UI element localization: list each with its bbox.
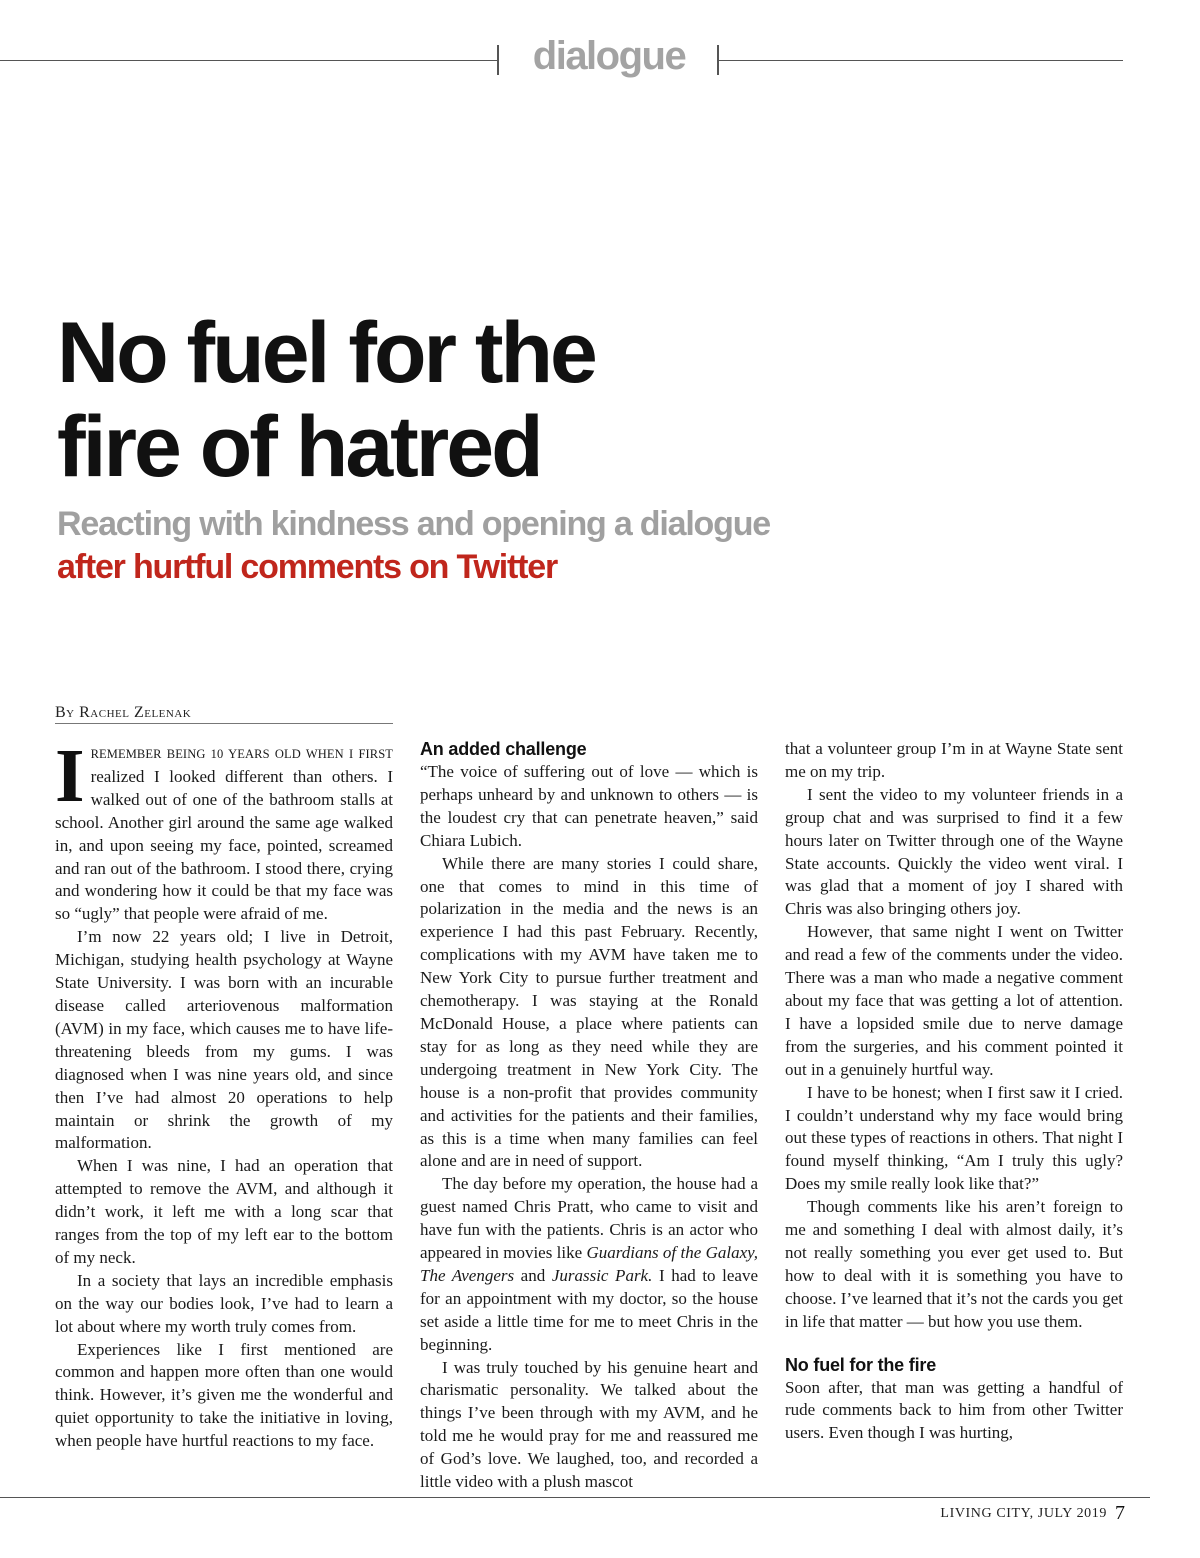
paragraph-text: and (514, 1265, 552, 1285)
paragraph-text: I had to leave for an appointment with my doctor, so the house set aside a little time for me to meet Chris in the beginning. (420, 1265, 758, 1354)
paragraph (420, 1173, 758, 1356)
title-line-2: fire of hatred (57, 399, 541, 495)
title-line-1: No fuel for the (57, 305, 595, 401)
subtitle-red-part: after hurtful comments on Twitter (57, 548, 558, 586)
paragraph: Soon after, that man was getting a handful of rude comments back to him from other Twitter users. Even though I was hurting, (785, 1377, 1123, 1443)
paragraph: “The voice of suffering out of love — which is perhaps unheard by and unknown to others — is the loudest cry that can penetrate heaven,” said Chiara Lubich. (420, 762, 758, 850)
subtitle-gray-part: Reacting with kindness and opening a dialogue (57, 505, 770, 543)
header-rule-right (718, 60, 1123, 61)
paragraph: Experiences like I first mentioned are common and happen more often than one would think. However, it’s given me the wonderful and quiet opportunity to take the initiative in loving, when people have hurtful reactions to my face. (55, 1339, 393, 1451)
paragraph: However, that same night I went on Twitter and read a few of the comments under the video. There was a man who made a negative comment about my face that was getting a lot of attention. I have a lopsided smile due to nerve damage from the surgeries, and his comment pointed it out in a genuinely hurtful way. (785, 922, 1123, 1079)
paragraph: While there are many stories I could share, one that comes to mind in this time of polarization in the media and the news is an experience I had this past February. Recently, complications with my AVM have taken me to New York City to pursue further treatment and chemotherapy. I was staying at the Ronald McDonald House, a place where patients can stay for as long as they need while they are undergoing treatment in New York City. The house is a non-profit that provides community and activities for the patients and their families, as this is a time when many families can feel alone and are in need of support. (420, 853, 758, 1171)
movie-title: Jurassic Park. (551, 1265, 653, 1285)
header-rule-left (0, 60, 498, 61)
byline: By Rachel Zelenak (55, 704, 192, 721)
movie-titles: Guardians of the Galaxy, The Avengers (420, 1243, 758, 1285)
paragraph: I’m now 22 years old; I live in Detroit, Michigan, studying health psychology at Wayne State University. I was born with an incurable disease called arteriovenous malformation (AVM) in my face, which causes me to have life-threatening bleeds from my gums. I was diagnosed when I was nine years old, and since then I’ve had almost 20 operations to help maintain or shrink the growth of my malformation. (55, 927, 393, 1153)
paragraph: that a volunteer group I’m in at Wayne State sent me on my trip. (785, 739, 1123, 781)
paragraph: I sent the video to my volunteer friends in a group chat and was surprised to find it a few hours later on Twitter through one of the Wayne State accounts. Quickly the video went viral. I was glad that a moment of joy I shared with Chris was also bringing others joy. (785, 784, 1123, 919)
column-2 (420, 738, 758, 1494)
article-subtitle (57, 503, 837, 589)
paragraph (55, 734, 393, 926)
paragraph: When I was nine, I had an operation that attempted to remove the AVM, and although it didn’t work, it left me with a long scar that ranges from the top of my left ear to the bottom of my neck. (55, 1156, 393, 1267)
footer-publication: LIVING CITY, JULY 2019 (940, 1506, 1107, 1521)
paragraph: In a society that lays an incredible emphasis on the way our bodies look, I’ve had to learn a lot about where my worth truly comes from. (55, 1270, 393, 1336)
paragraph: I was truly touched by his genuine heart and charismatic personality. We talked about the things I’ve been through with my AVM, and he told me he would pray for me and reassured me of God’s love. We laughed, too, and recorded a little video with a plush mascot (420, 1357, 758, 1492)
article-title (57, 306, 595, 494)
page-number: 7 (1115, 1502, 1125, 1524)
footer-rule (0, 1497, 1150, 1498)
paragraph: Though comments like his aren’t foreign to me and something I deal with almost daily, it’s not really something you ever get used to. But how to deal with it is something you have to choose. I’ve learned that it’s not the cards you get in life that matter — but how you use them. (785, 1197, 1123, 1331)
section-label: dialogue (532, 34, 686, 78)
column-1 (55, 734, 393, 1453)
header-tick-left (497, 45, 499, 75)
paragraph-text: The day before my operation, the house had a guest named Chris Pratt, who came to visit and have fun with the patients. Chris is an actor who appeared in movies like (420, 1174, 758, 1263)
section-heading: No fuel for the fire (785, 1354, 937, 1375)
lead-in-caps: REMEMBER BEING 10 YEARS OLD WHEN I FIRST (90, 747, 393, 761)
paragraph: I have to be honest; when I first saw it I cried. I couldn’t understand why my face would bring out these types of reactions in others. That night I found myself thinking, “Am I truly this ugly? Does my smile really look like that?” (785, 1082, 1123, 1194)
column-3 (785, 738, 1123, 1445)
byline-rule (55, 723, 393, 724)
paragraph-text: realized I looked different than others. I walked out of one of the bathroom stalls at school. Another girl around the same age walked in, and upon seeing my face, pointed, screamed and ran out of the bathroom. I stood there, crying and wondering how it could be that my face was so “ugly” that people were afraid of me. (55, 766, 393, 924)
drop-cap: I (55, 734, 85, 818)
section-heading: An added challenge (420, 739, 587, 759)
